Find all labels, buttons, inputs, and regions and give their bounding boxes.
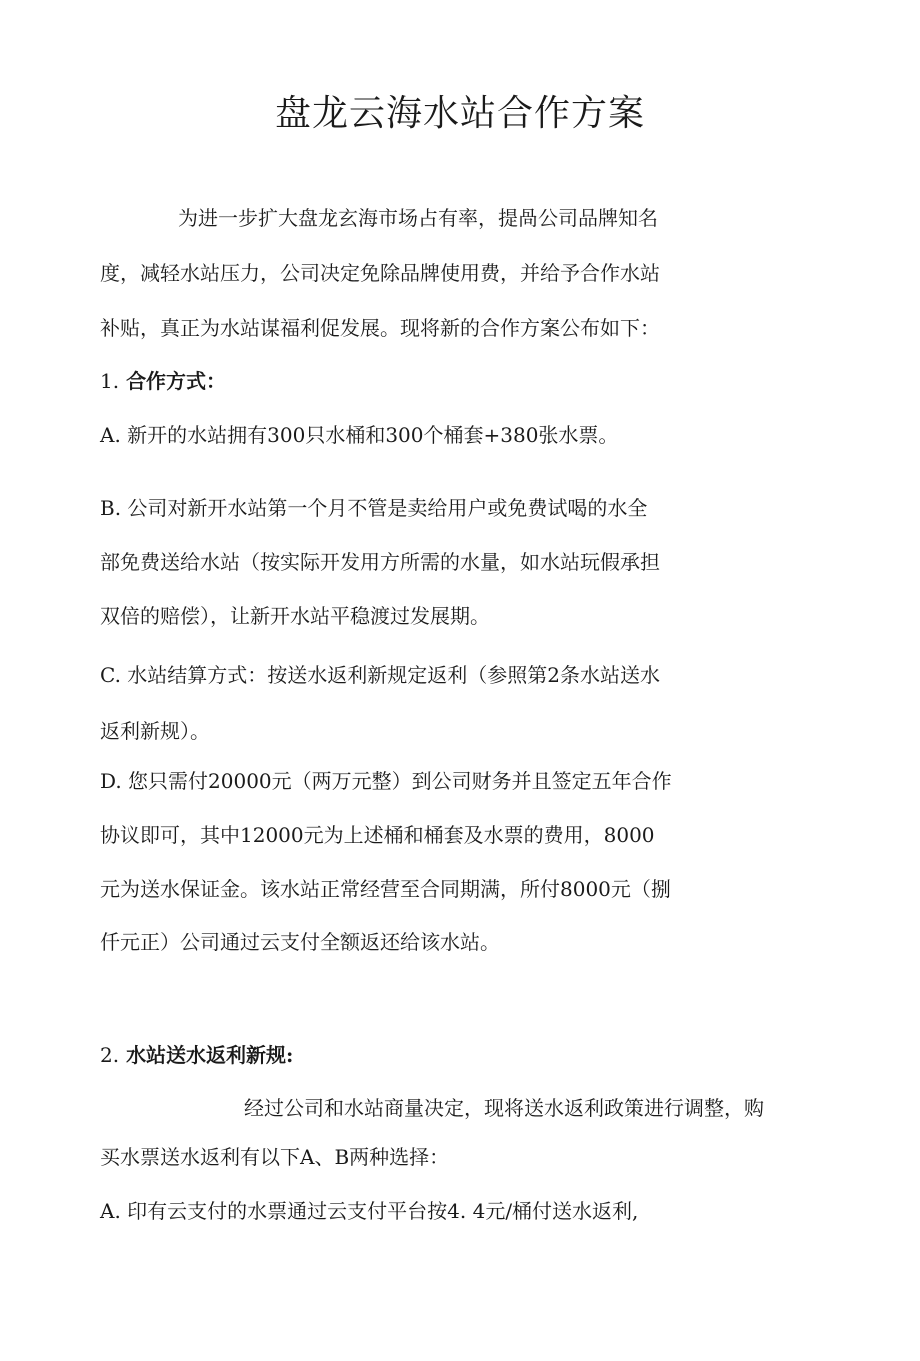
section1-item-b-line-1: B. 公司对新开水站第一个月不管是卖给用户或免费试喝的水全 xyxy=(100,496,648,520)
section1-item-b-line-2: 部免费送给水站（按实际开发用方所需的水量，如水站玩假承担 xyxy=(100,550,660,574)
section2-intro-line-1: 经过公司和水站商量决定，现将送水返利政策进行调整，购 xyxy=(244,1096,764,1120)
section2-item-a: A. 印有云支付的水票通过云支付平台按4. 4元/桶付送水返利, xyxy=(100,1199,639,1223)
section2-heading xyxy=(100,1040,293,1070)
section1-item-d-line-3: 元为送水保证金。该水站正常经营至合同期满，所付8000元（捌 xyxy=(100,877,671,901)
section1-heading-text: 合作方式： xyxy=(126,369,227,393)
section1-item-a: A. 新开的水站拥有300只水桶和300个桶套+380张水票。 xyxy=(100,423,619,447)
intro-line-2: 度，减轻水站压力，公司决定免除品牌使用费，并给予合作水站 xyxy=(100,261,660,285)
section1-item-c-line-1: C. 水站结算方式：按送水返利新规定返利（参照第2条水站送水 xyxy=(100,663,661,687)
section2-number: 2. xyxy=(100,1043,120,1067)
section1-item-d-line-1: D. 您只需付20000元（两万元整）到公司财务并且签定五年合作 xyxy=(100,769,672,793)
section1-item-b-line-3: 双倍的赔偿），让新开水站平稳渡过发展期。 xyxy=(100,604,490,628)
section1-heading xyxy=(100,366,226,396)
section1-item-d-line-2: 协议即可，其中12000元为上述桶和桶套及水票的费用，8000 xyxy=(100,823,655,847)
intro-line-3: 补贴，真正为水站谋福利促发展。现将新的合作方案公布如下： xyxy=(100,316,660,340)
section2-heading-text: 水站送水返利新规: xyxy=(126,1043,294,1067)
section1-number: 1. xyxy=(100,369,120,393)
section1-item-d-line-4: 仟元正）公司通过云支付全额返还给该水站。 xyxy=(100,930,500,954)
section2-intro-line-2: 买水票送水返利有以下A、B两种选择： xyxy=(100,1145,450,1169)
document-title: 盘龙云海水站合作方案 xyxy=(274,93,645,134)
section1-item-c-line-2: 返利新规）。 xyxy=(100,719,210,743)
intro-line-1: 为进一步扩大盘龙玄海市场占有率，提咼公司品牌知名 xyxy=(178,206,658,230)
